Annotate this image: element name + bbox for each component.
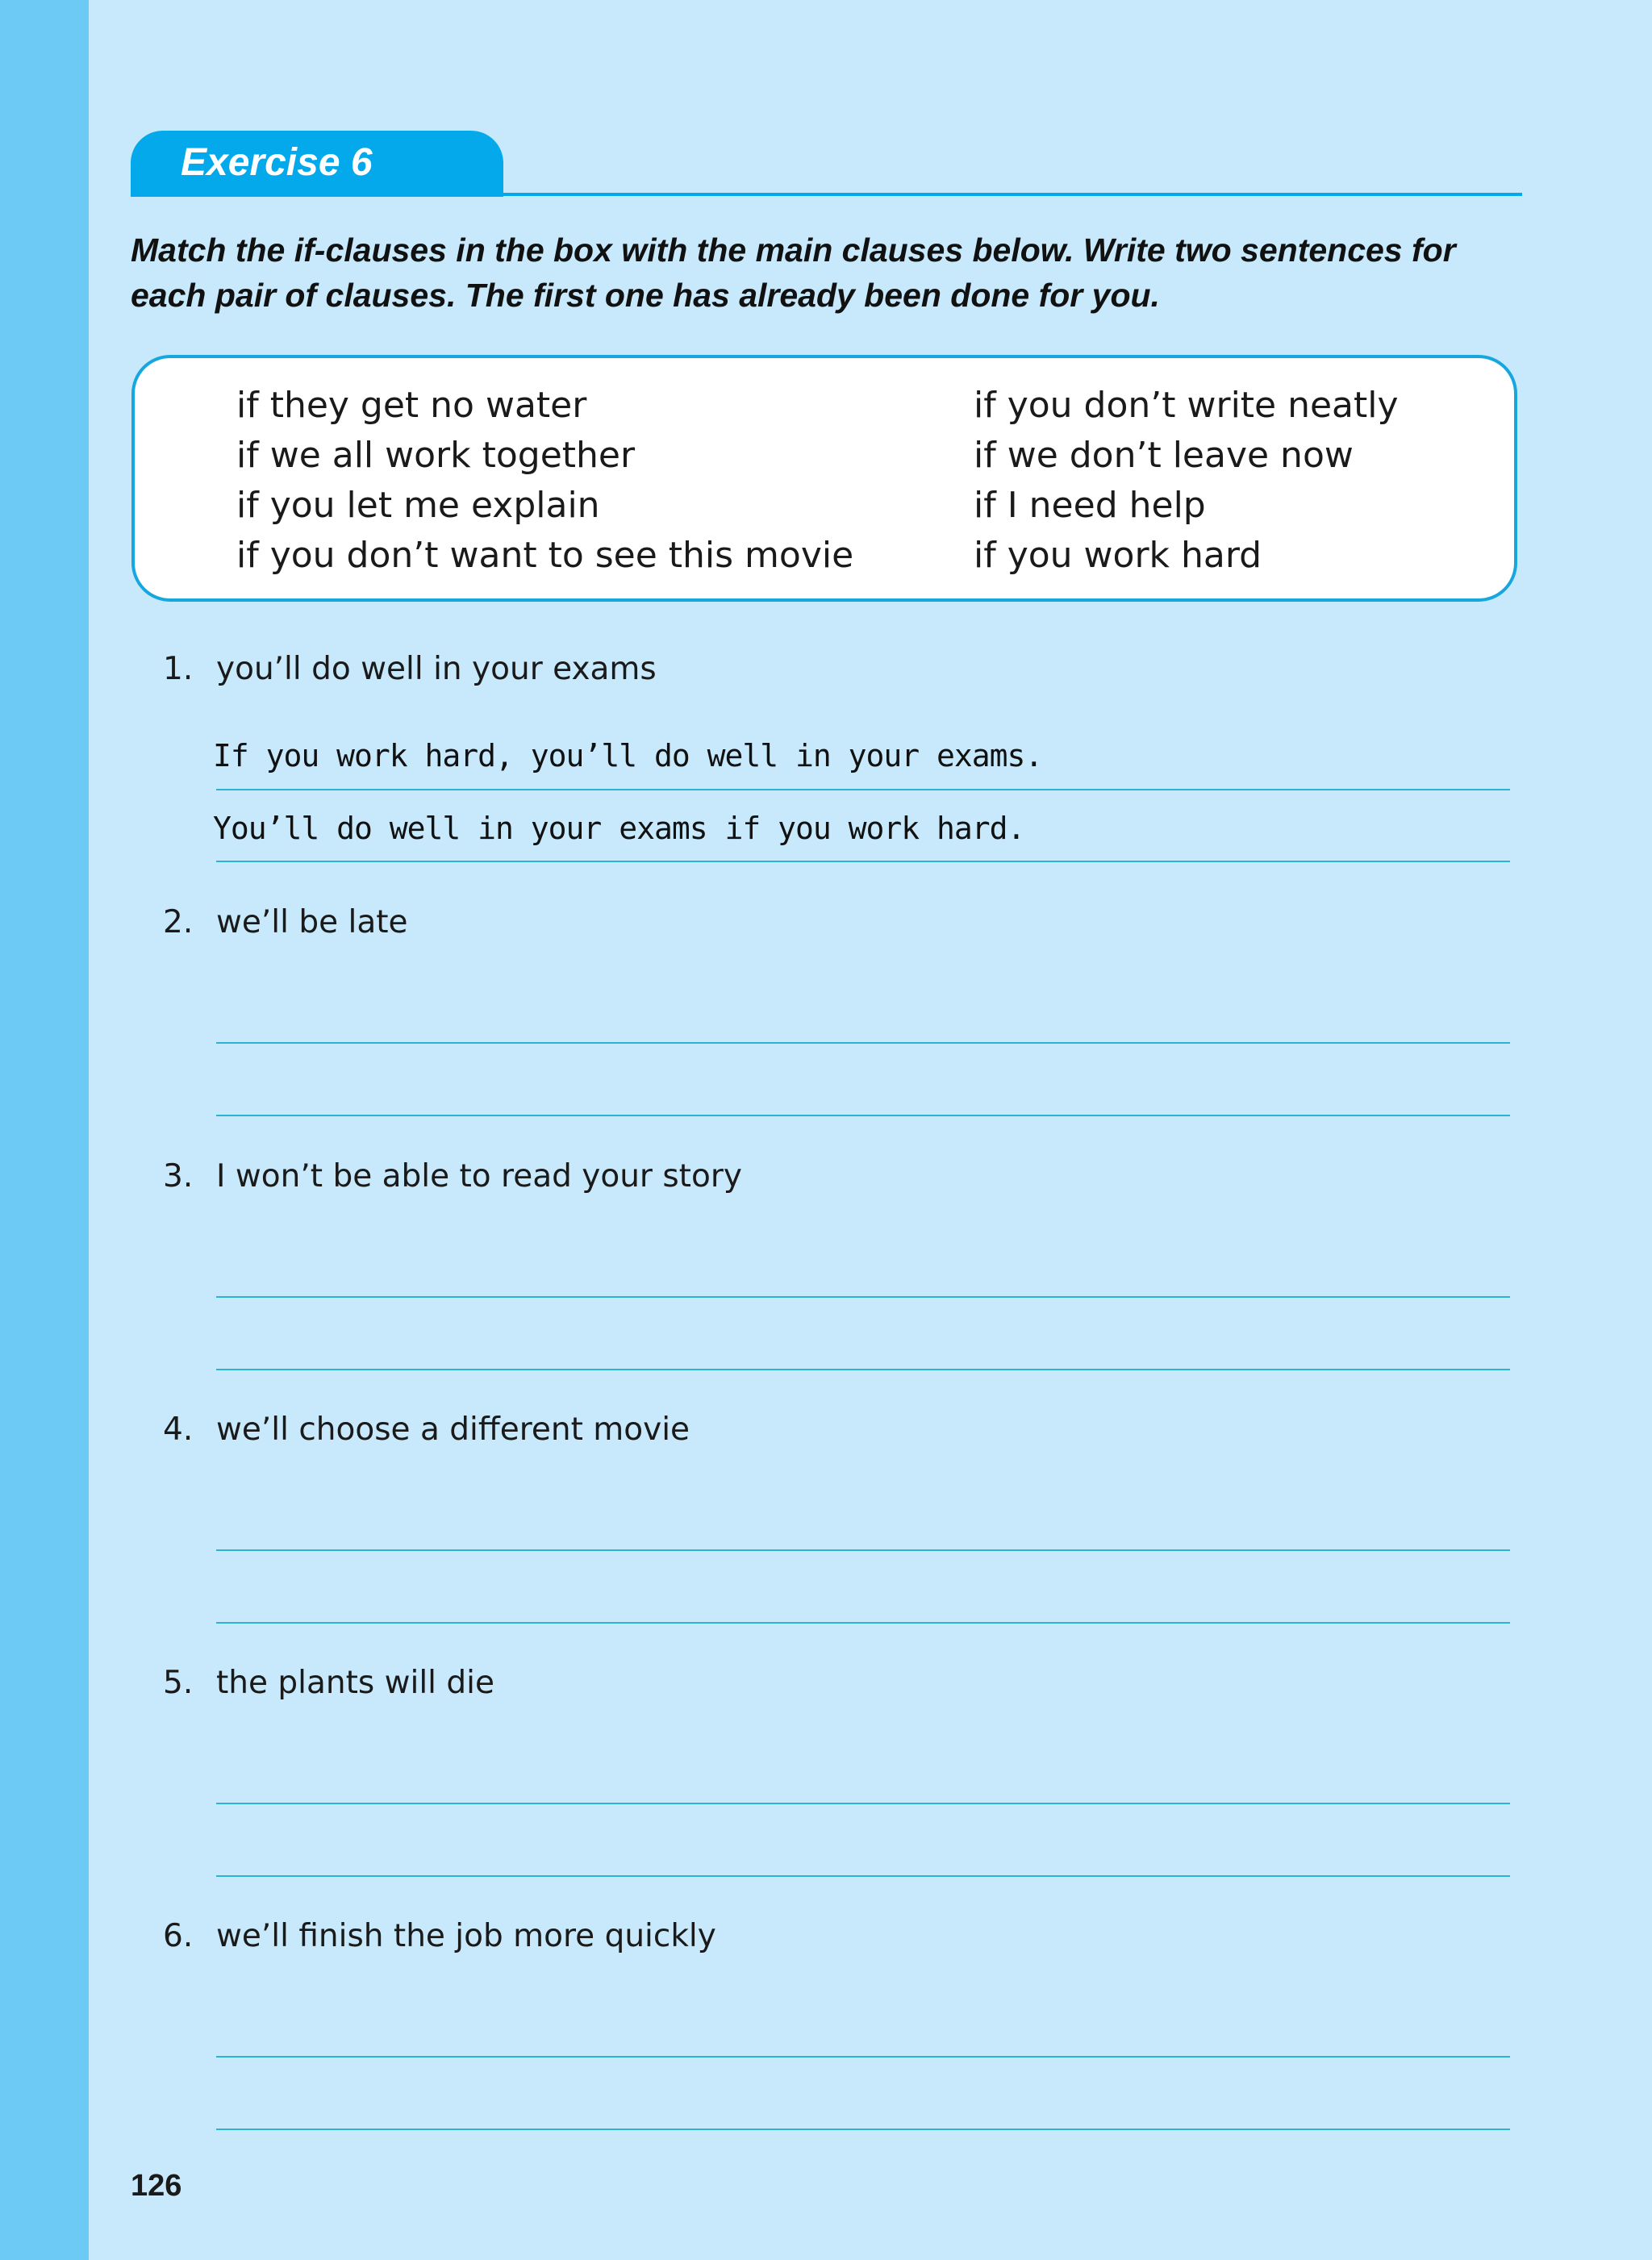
header-rule — [131, 193, 1522, 196]
item-number: 2. — [163, 904, 194, 940]
main-clause: we’ll choose a different movie — [216, 1411, 690, 1448]
item-number: 5. — [163, 1665, 194, 1701]
if-clause: if we don’t leave now — [974, 435, 1354, 476]
if-clause: if we all work together — [236, 435, 636, 476]
instructions-text: below. Write two sentences for — [963, 231, 1456, 269]
exercise-title: Exercise 6 — [181, 141, 373, 184]
item-number: 1. — [163, 651, 194, 687]
keyword-if-clauses: if-clauses — [294, 231, 447, 269]
exercise-header — [131, 131, 1522, 197]
instructions-text: in the box with the — [446, 231, 756, 269]
instructions-line-1 — [131, 227, 1534, 273]
if-clause: if they get no water — [236, 385, 587, 426]
answer-line[interactable] — [216, 1042, 1510, 1044]
item-number: 6. — [163, 1918, 194, 1954]
answer-line[interactable] — [216, 1115, 1510, 1116]
answer-line[interactable] — [216, 861, 1510, 862]
clause-column-left — [236, 381, 853, 581]
instructions — [131, 227, 1534, 318]
answer-line[interactable] — [216, 2129, 1510, 2130]
answer-line[interactable] — [216, 789, 1510, 790]
item-number: 3. — [163, 1158, 194, 1195]
item-number: 4. — [163, 1411, 194, 1448]
if-clause: if you don’t want to see this movie — [236, 535, 854, 576]
main-clause: we’ll finish the job more quickly — [216, 1918, 716, 1954]
keyword-main-clauses: main clauses — [755, 231, 964, 269]
if-clause: if you let me explain — [236, 485, 600, 526]
exercise-title-tab — [131, 131, 503, 197]
main-clause: I won’t be able to read your story — [216, 1158, 742, 1195]
answer-text[interactable]: You’ll do well in your exams if you work hard. — [213, 811, 1025, 846]
instructions-line-2: each pair of clauses. The first one has already been done for you. — [131, 277, 1160, 314]
answer-line[interactable] — [216, 1875, 1510, 1877]
main-clause: the plants will die — [216, 1665, 495, 1701]
if-clause-box — [131, 355, 1517, 602]
answer-line[interactable] — [216, 1803, 1510, 1804]
answer-line[interactable] — [216, 1369, 1510, 1370]
main-clause: you’ll do well in your exams — [216, 651, 657, 687]
answer-line[interactable] — [216, 1296, 1510, 1298]
instructions-text: Match the — [131, 231, 294, 269]
if-clause: if you work hard — [974, 535, 1262, 576]
if-clause: if you don’t write neatly — [974, 385, 1399, 426]
if-clause: if I need help — [974, 485, 1206, 526]
answer-line[interactable] — [216, 2056, 1510, 2058]
answer-line[interactable] — [216, 1549, 1510, 1551]
answer-line[interactable] — [216, 1622, 1510, 1624]
page-number: 126 — [131, 2169, 182, 2203]
clause-column-right — [974, 381, 1399, 581]
side-color-strip — [0, 0, 89, 2260]
answer-text[interactable]: If you work hard, you’ll do well in your exams. — [213, 738, 1043, 773]
main-clause: we’ll be late — [216, 904, 408, 940]
